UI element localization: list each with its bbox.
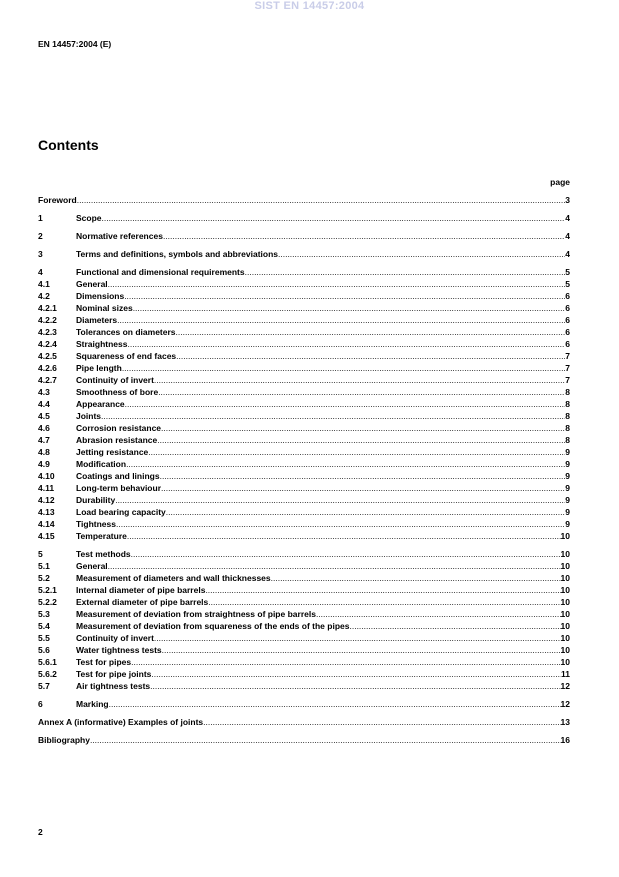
toc-entry[interactable]: [38, 657, 570, 669]
toc-entry-title: Foreword: [38, 195, 77, 205]
toc-leader-dots: [117, 315, 565, 325]
toc-leader-dots: [150, 681, 560, 691]
toc-entry-page: 10: [560, 573, 570, 583]
toc-leader-dots: [151, 669, 561, 679]
toc-leader-dots: [161, 423, 565, 433]
toc-entry[interactable]: [38, 327, 570, 339]
toc-entry-title: Modification: [76, 459, 127, 469]
toc-leader-dots: [116, 519, 565, 529]
toc-entry-number: 5.6.1: [38, 657, 57, 667]
toc-entry-number: 5.2.2: [38, 597, 57, 607]
toc-entry-page: 8: [565, 435, 570, 445]
toc-entry-title: Joints: [76, 411, 102, 421]
toc-leader-dots: [163, 231, 565, 241]
toc-entry-page: 6: [565, 291, 570, 301]
contents-heading: Contents: [38, 137, 99, 153]
toc-entry-page: 7: [565, 351, 570, 361]
toc-entry-title: Pipe length: [76, 363, 122, 373]
toc-entry-page: 9: [565, 483, 570, 493]
toc-leader-dots: [161, 483, 565, 493]
toc-entry-number: 5.6: [38, 645, 50, 655]
toc-leader-dots: [131, 657, 560, 667]
toc-entry-page: 10: [560, 561, 570, 571]
toc-entry[interactable]: [38, 549, 570, 561]
toc-leader-dots: [160, 471, 566, 481]
toc-leader-dots: [162, 645, 561, 655]
toc-entry-number: 4.2.1: [38, 303, 57, 313]
toc-entry-number: 4.11: [38, 483, 55, 493]
toc-entry-number: 5: [38, 549, 43, 559]
toc-entry[interactable]: [38, 573, 570, 585]
toc-entry-page: 8: [565, 411, 570, 421]
toc-entry[interactable]: [38, 351, 570, 363]
toc-entry[interactable]: [38, 363, 570, 375]
toc-entry-title: Durability: [76, 495, 116, 505]
toc-entry-number: 5.2.1: [38, 585, 57, 595]
toc-entry[interactable]: [38, 669, 570, 681]
toc-entry-page: 10: [560, 621, 570, 631]
toc-entry-page: 5: [565, 279, 570, 289]
toc-entry-title: Measurement of deviation from straightness of pipe barrels: [76, 609, 316, 619]
toc-entry-title: Measurement of deviation from squareness of the ends of the pipes: [76, 621, 350, 631]
toc-entry-number: 2: [38, 231, 43, 241]
toc-entry[interactable]: [38, 585, 570, 597]
toc-entry-page: 13: [560, 717, 570, 727]
toc-entry-number: 4.2.5: [38, 351, 57, 361]
toc-entry-page: 10: [560, 585, 570, 595]
toc-entry-title: Jetting resistance: [76, 447, 149, 457]
toc-leader-dots: [148, 447, 565, 457]
toc-entry-number: 5.2: [38, 573, 50, 583]
toc-entry[interactable]: [38, 459, 570, 471]
toc-leader-dots: [101, 411, 565, 421]
toc-entry[interactable]: [38, 315, 570, 327]
toc-entry-page: 10: [560, 645, 570, 655]
toc-entry-title: Straightness: [76, 339, 128, 349]
toc-entry-number: 4.4: [38, 399, 50, 409]
toc-entry-number: 6: [38, 699, 43, 709]
toc-entry-number: 4.5: [38, 411, 50, 421]
toc-entry[interactable]: [38, 303, 570, 315]
toc-entry[interactable]: [38, 447, 570, 459]
toc-leader-dots: [109, 699, 561, 709]
toc-leader-dots: [208, 597, 560, 607]
toc-entry-title: Smoothness of bore: [76, 387, 159, 397]
toc-entry[interactable]: [38, 717, 570, 729]
toc-entry-number: 4.8: [38, 447, 50, 457]
toc-entry-page: 8: [565, 423, 570, 433]
toc-entry-page: 10: [560, 531, 570, 541]
toc-entry[interactable]: [38, 249, 570, 261]
toc-entry[interactable]: [38, 495, 570, 507]
toc-entry-title: Temperature: [76, 531, 127, 541]
toc-entry-page: 5: [565, 267, 570, 277]
toc-entry[interactable]: [38, 507, 570, 519]
toc-entry-number: 5.7: [38, 681, 50, 691]
toc-leader-dots: [245, 267, 566, 277]
toc-entry-page: 12: [560, 681, 570, 691]
toc-leader-dots: [90, 735, 561, 745]
toc-entry[interactable]: [38, 633, 570, 645]
toc-entry-number: 5.4: [38, 621, 50, 631]
toc-entry-number: 3: [38, 249, 43, 259]
toc-leader-dots: [166, 507, 566, 517]
toc-leader-dots: [125, 399, 566, 409]
table-of-contents: [38, 195, 570, 747]
toc-entry[interactable]: [38, 387, 570, 399]
toc-entry[interactable]: [38, 531, 570, 543]
toc-entry[interactable]: [38, 267, 570, 279]
toc-entry[interactable]: [38, 339, 570, 351]
toc-leader-dots: [176, 327, 566, 337]
toc-entry[interactable]: [38, 231, 570, 243]
toc-entry-title: Tolerances on diameters: [76, 327, 176, 337]
toc-entry-title: Load bearing capacity: [76, 507, 166, 517]
toc-entry-page: 9: [565, 459, 570, 469]
toc-entry-number: 4.13: [38, 507, 55, 517]
toc-entry-page: 9: [565, 471, 570, 481]
toc-entry-title: Diameters: [76, 315, 118, 325]
toc-entry-title: Bibliography: [38, 735, 90, 745]
toc-entry-number: 4: [38, 267, 43, 277]
toc-entry-page: 9: [565, 507, 570, 517]
toc-leader-dots: [205, 585, 560, 595]
toc-leader-dots: [124, 291, 565, 301]
toc-leader-dots: [349, 621, 560, 631]
toc-leader-dots: [127, 531, 561, 541]
toc-entry-title: Measurement of diameters and wall thicknesses: [76, 573, 271, 583]
toc-entry-title: Test for pipe joints: [76, 669, 152, 679]
watermark: SIST EN 14457:2004: [254, 0, 365, 12]
toc-entry-title: Continuity of invert: [76, 375, 154, 385]
toc-entry[interactable]: [38, 483, 570, 495]
toc-entry-title: Test for pipes: [76, 657, 132, 667]
toc-entry-number: 5.3: [38, 609, 50, 619]
toc-entry-page: 4: [565, 231, 570, 241]
toc-leader-dots: [108, 279, 566, 289]
toc-entry-title: Water tightness tests: [76, 645, 162, 655]
toc-entry-number: 4.12: [38, 495, 55, 505]
toc-leader-dots: [115, 495, 565, 505]
toc-entry[interactable]: [38, 609, 570, 621]
toc-entry-title: Continuity of invert: [76, 633, 154, 643]
toc-entry[interactable]: [38, 195, 570, 207]
toc-entry-number: 5.5: [38, 633, 50, 643]
toc-entry-page: 6: [565, 339, 570, 349]
toc-entry-title: Terms and definitions, symbols and abbreviations: [76, 249, 278, 259]
toc-entry-page: 9: [565, 447, 570, 457]
toc-leader-dots: [271, 573, 561, 583]
toc-entry-title: Tightness: [76, 519, 116, 529]
toc-entry-page: 6: [565, 303, 570, 313]
toc-leader-dots: [102, 213, 566, 223]
toc-leader-dots: [128, 339, 566, 349]
toc-entry-page: 8: [565, 387, 570, 397]
toc-leader-dots: [77, 195, 566, 205]
toc-entry-page: 4: [565, 249, 570, 259]
toc-entry-page: 10: [560, 549, 570, 559]
toc-entry[interactable]: [38, 411, 570, 423]
toc-entry-number: 5.6.2: [38, 669, 57, 679]
toc-entry-number: 1: [38, 213, 43, 223]
toc-leader-dots: [122, 363, 565, 373]
toc-entry[interactable]: [38, 645, 570, 657]
toc-entry-page: 9: [565, 495, 570, 505]
toc-entry-title: Squareness of end faces: [76, 351, 177, 361]
toc-entry[interactable]: [38, 699, 570, 711]
toc-entry-page: 6: [565, 327, 570, 337]
toc-entry-number: 4.2.3: [38, 327, 57, 337]
toc-entry-title: Air tightness tests: [76, 681, 151, 691]
toc-entry[interactable]: [38, 519, 570, 531]
toc-leader-dots: [126, 459, 565, 469]
toc-entry[interactable]: [38, 399, 570, 411]
toc-entry-number: 4.10: [38, 471, 55, 481]
toc-entry-page: 9: [565, 519, 570, 529]
toc-entry-page: 7: [565, 375, 570, 385]
toc-leader-dots: [278, 249, 565, 259]
toc-leader-dots: [108, 561, 561, 571]
toc-entry[interactable]: [38, 213, 570, 225]
toc-entry-title: Normative references: [76, 231, 163, 241]
toc-entry-number: 4.15: [38, 531, 55, 541]
toc-entry[interactable]: [38, 561, 570, 573]
toc-leader-dots: [157, 435, 565, 445]
toc-entry[interactable]: [38, 621, 570, 633]
toc-leader-dots: [316, 609, 561, 619]
document-id: EN 14457:2004 (E): [38, 39, 112, 49]
toc-entry-title: Nominal sizes: [76, 303, 133, 313]
toc-entry-title: External diameter of pipe barrels: [76, 597, 209, 607]
toc-entry-title: Test methods: [76, 549, 131, 559]
page-column-label: page: [550, 177, 570, 187]
toc-leader-dots: [131, 549, 561, 559]
toc-entry-page: 11: [561, 669, 570, 679]
toc-entry-title: Coatings and linings: [76, 471, 160, 481]
toc-entry-number: 4.2.6: [38, 363, 57, 373]
toc-entry[interactable]: [38, 471, 570, 483]
toc-entry-title: Dimensions: [76, 291, 125, 301]
toc-entry[interactable]: [38, 735, 570, 747]
toc-entry-page: 16: [560, 735, 570, 745]
toc-entry-number: 4.3: [38, 387, 50, 397]
toc-leader-dots: [158, 387, 565, 397]
toc-entry[interactable]: [38, 291, 570, 303]
toc-entry-number: 4.9: [38, 459, 50, 469]
toc-entry-page: 10: [560, 597, 570, 607]
toc-entry[interactable]: [38, 597, 570, 609]
toc-entry-title: Marking: [76, 699, 109, 709]
toc-entry-number: 4.2.7: [38, 375, 57, 385]
toc-entry-title: Abrasion resistance: [76, 435, 158, 445]
toc-entry-page: 6: [565, 315, 570, 325]
toc-leader-dots: [154, 633, 561, 643]
toc-entry[interactable]: [38, 375, 570, 387]
toc-entry-page: 10: [560, 657, 570, 667]
toc-entry-page: 7: [565, 363, 570, 373]
toc-entry-number: 5.1: [38, 561, 50, 571]
toc-entry-title: Functional and dimensional requirements: [76, 267, 245, 277]
toc-entry-page: 4: [565, 213, 570, 223]
toc-entry[interactable]: [38, 279, 570, 291]
toc-entry[interactable]: [38, 423, 570, 435]
toc-entry-title: Internal diameter of pipe barrels: [76, 585, 206, 595]
toc-entry-number: 4.2.4: [38, 339, 57, 349]
toc-leader-dots: [133, 303, 566, 313]
toc-entry[interactable]: [38, 435, 570, 447]
toc-entry-title: Long-term behaviour: [76, 483, 162, 493]
toc-entry-page: 3: [565, 195, 570, 205]
toc-entry-title: General: [76, 561, 108, 571]
toc-entry-page: 8: [565, 399, 570, 409]
toc-entry-title: Appearance: [76, 399, 125, 409]
toc-entry-number: 4.1: [38, 279, 50, 289]
page-number: 2: [38, 827, 43, 837]
toc-entry-title: Scope: [76, 213, 102, 223]
toc-entry-page: 10: [560, 633, 570, 643]
toc-entry-title: General: [76, 279, 108, 289]
toc-entry-number: 4.2.2: [38, 315, 57, 325]
toc-entry-page: 12: [560, 699, 570, 709]
toc-leader-dots: [154, 375, 565, 385]
toc-entry-number: 4.2: [38, 291, 50, 301]
toc-leader-dots: [176, 351, 565, 361]
toc-entry-number: 4.6: [38, 423, 50, 433]
toc-entry-number: 4.14: [38, 519, 55, 529]
toc-entry[interactable]: [38, 681, 570, 693]
toc-entry-title: Corrosion resistance: [76, 423, 162, 433]
toc-leader-dots: [203, 717, 560, 727]
toc-entry-number: 4.7: [38, 435, 50, 445]
toc-entry-page: 10: [560, 609, 570, 619]
toc-entry-title: Annex A (informative) Examples of joints: [38, 717, 204, 727]
